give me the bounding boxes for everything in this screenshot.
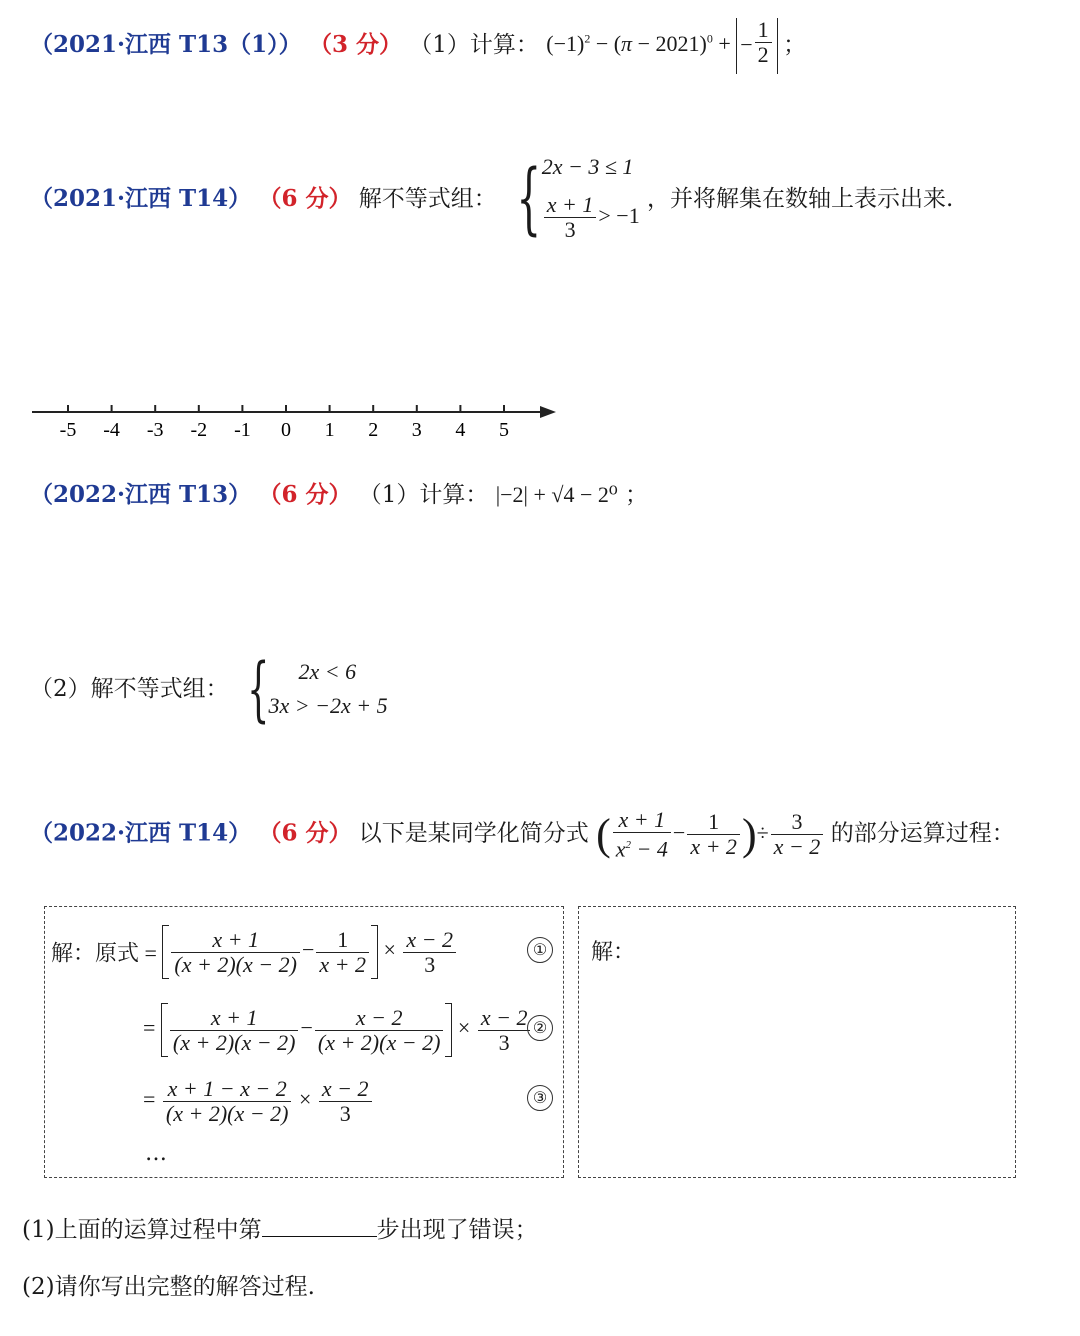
number-line-label: -4 [103, 419, 120, 441]
number-line-label: -5 [59, 419, 77, 441]
question-2022-t14: （2022·江西 T14） （6 分） 以下是某同学化简分式 ( $\frac{x + 1}{x^2 - 4}$ − $\frac{1}{x + 2}$ )÷ $\frac{3}{x - 2}$ 的部分运算过程： [30, 807, 1015, 862]
inequality-system: 2x < 6 3x > −2x + 5 [268, 659, 388, 718]
question-lead: （2）解不等式组： [30, 676, 229, 702]
q1-expression: $(-1)^2 - (\pi - 2021)^0$ + − $\frac{1}{2}$ [546, 31, 783, 56]
solution-step-1: 解：原式 = $\frac{x + 1}{(x + 2)(x - 2)}$ − $\frac{1}{x + 2}$ × $\frac{x - 2}{3}$ [51, 925, 458, 979]
q3-expression: |−2| + √4 − 2⁰ [495, 482, 618, 507]
question-lead: （1）计算： [409, 32, 539, 58]
inequality-system: 2x − 3 ≤ 1 $\frac{x + 1}{3}$ > −1 [541, 154, 640, 243]
number-line-label: -3 [146, 419, 164, 441]
answer-box [578, 906, 1016, 1178]
number-line-label: -1 [234, 419, 251, 441]
question-2021-t14: （2021·江西 T14） （6 分） 解不等式组： { 2x − 3 ≤ 1 $\frac{x + 1}{3}$ > −1 ，并将解集在数轴上表示出来. [30, 150, 953, 250]
question-2021-t13: （2021·江西 T13（1）） （3 分） （1）计算： $(-1)^2 - (\pi - 2021)^0$ + − $\frac{1}{2}$ ； [30, 18, 806, 74]
number-line-label: 4 [455, 419, 466, 441]
question-score: （3 分） [308, 31, 402, 58]
step-marker-3: ③ [527, 1085, 553, 1111]
question-2022-t13-part2 [30, 648, 388, 730]
number-line-label: 1 [324, 419, 335, 441]
question-score: （6 分） [258, 481, 352, 508]
question-source: （2021·江西 T14） [30, 185, 252, 212]
question-source: （2022·江西 T14） [30, 819, 252, 847]
question-lead: 以下是某同学化简分式 [358, 820, 589, 847]
number-line-label: 5 [499, 419, 509, 441]
task-1: (1)上面的运算过程中第 步出现了错误； [22, 1214, 538, 1245]
answer-blank[interactable] [262, 1214, 377, 1237]
step-marker-1: ① [527, 937, 553, 963]
question-lead: 解不等式组： [358, 186, 497, 212]
number-line-label: 2 [368, 419, 379, 441]
system-brace: { [516, 154, 542, 244]
number-line-label: -2 [190, 419, 208, 441]
ellipsis: … [145, 1141, 167, 1166]
question-score: （6 分） [258, 185, 352, 212]
step-marker-2: ② [527, 1015, 553, 1041]
question-lead: （1）计算： [358, 482, 489, 508]
system-brace: { [247, 648, 270, 730]
solution-box [44, 906, 564, 1178]
arrow-right-icon [540, 406, 556, 418]
q4-expression: ( $\frac{x + 1}{x^2 - 4}$ − $\frac{1}{x + 2}$ )÷ $\frac{3}{x - 2}$ [596, 820, 831, 845]
answer-label: 解： [591, 940, 636, 965]
number-line-label: 0 [281, 419, 291, 441]
number-line [28, 398, 568, 448]
question-source: （2021·江西 T13（1）） [30, 31, 302, 58]
solution-step-2: = $\frac{x + 1}{(x + 2)(x - 2)}$ − $\frac{x - 2}{(x + 2)(x - 2)}$ × $\frac{x - 2}{3}$ [143, 1003, 532, 1057]
question-score: （6 分） [258, 819, 352, 847]
number-line-label: 3 [411, 419, 422, 441]
question-2022-t13: （2022·江西 T13） （6 分） （1）计算： |−2| + √4 − 2⁰ ； [30, 481, 648, 508]
question-source: （2022·江西 T13） [30, 481, 252, 508]
solution-step-3: = $\frac{x + 1 - x - 2}{(x + 2)(x - 2)}$ × $\frac{x - 2}{3}$ [143, 1077, 374, 1126]
task-2: (2)请你写出完整的解答过程. [22, 1274, 315, 1300]
